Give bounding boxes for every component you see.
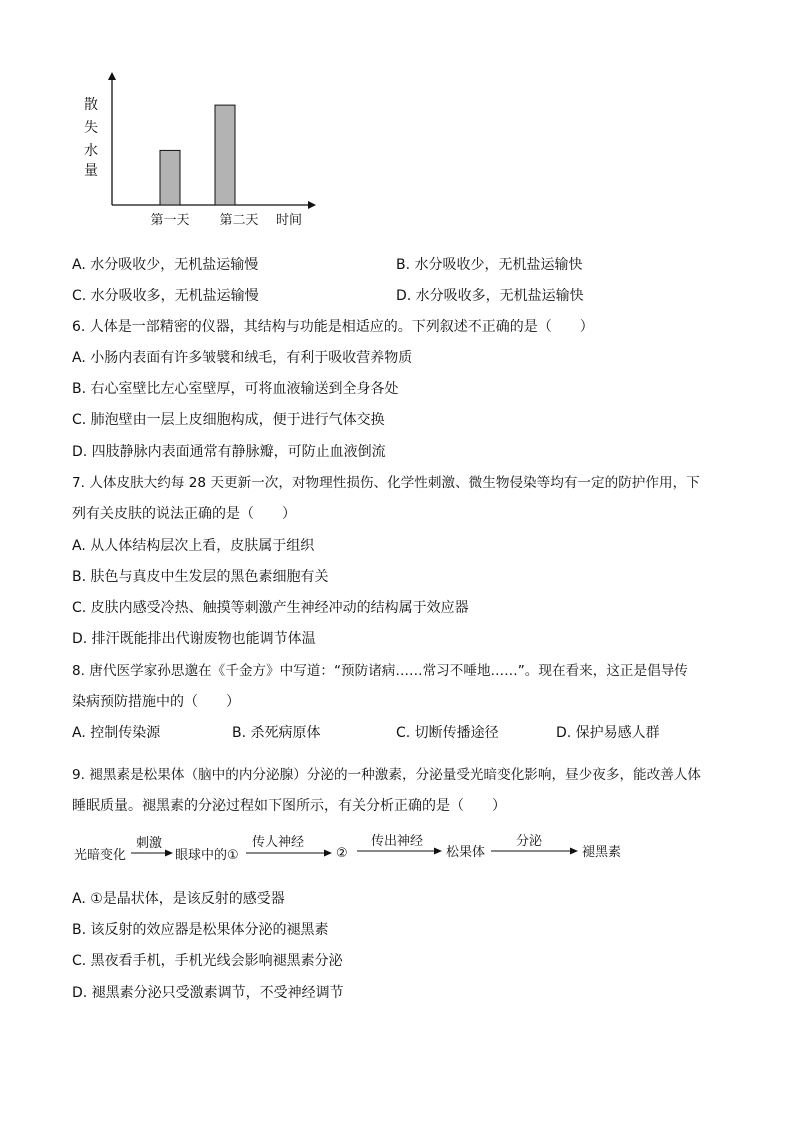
q7-stem-line2: 列有关皮肤的说法正确的是（ ） <box>72 506 296 522</box>
x-tick-label: 第一天 <box>150 213 190 228</box>
y-axis-label-char: 失 <box>84 120 98 136</box>
flow-arrow-1-label: 刺激 <box>136 836 163 851</box>
q5-option-a: A. 水分吸收少，无机盐运输慢 <box>72 257 259 273</box>
flow-node-pineal: 松果体 <box>446 845 486 860</box>
q9-stem-line1: 9. 褪黑素是松果体（脑中的内分泌腺）分泌的一种激素，分泌量受光暗变化影响，昼少夜多，能改善人体 <box>72 767 702 783</box>
q9-option-a: A. ①是晶状体，是该反射的感受器 <box>72 891 285 907</box>
y-axis-label-char: 散 <box>84 97 98 113</box>
q7-option-a: A. 从人体结构层次上看，皮肤属于组织 <box>72 538 315 554</box>
flow-node-melatonin: 褪黑素 <box>582 845 622 860</box>
q7-option-b: B. 肤色与真皮中生发层的黑色素细胞有关 <box>72 569 329 585</box>
y-axis-label-char: 量 <box>84 163 98 179</box>
q8-stem-line1: 8. 唐代医学家孙思邈在《千金方》中写道：“预防诸病……常习不唾地……”。现在看来，这正是倡导传 <box>72 663 688 679</box>
melatonin-flow-diagram <box>0 826 794 870</box>
x-tick-label: 第二天 <box>219 213 259 228</box>
q6-option-b: B. 右心室壁比左心室壁厚，可将血液输送到全身各处 <box>72 381 399 397</box>
bar-第二天 <box>215 105 235 205</box>
q7-stem-line1: 7. 人体皮肤大约每 28 天更新一次，对物理性损伤、化学性刺激、微生物侵染等均有一定的防护作用，下 <box>72 475 700 491</box>
q6-option-d: D. 四肢静脉内表面通常有静脉瓣，可防止血液倒流 <box>72 444 386 460</box>
flow-node-light-change: 光暗变化 <box>74 848 127 863</box>
y-axis-label-char: 水 <box>84 143 98 159</box>
flow-arrow-2-label: 传人神经 <box>252 835 305 850</box>
q5-option-c: C. 水分吸收多，无机盐运输慢 <box>72 288 259 304</box>
q9-option-d: D. 褪黑素分泌只受激素调节，不受神经调节 <box>72 985 344 1001</box>
q5-option-d: D. 水分吸收多，无机盐运输快 <box>396 288 584 304</box>
x-axis-label: 时间 <box>275 213 303 228</box>
q5-option-b: B. 水分吸收少，无机盐运输快 <box>396 257 583 273</box>
q9-stem-line2: 睡眠质量。褪黑素的分泌过程如下图所示，有关分析正确的是（ ） <box>72 798 506 814</box>
flow-arrow-4-label: 分泌 <box>516 834 543 849</box>
q8-option-b: B. 杀死病原体 <box>232 725 321 741</box>
q8-option-a: A. 控制传染源 <box>72 725 161 741</box>
q8-option-d: D. 保护易感人群 <box>556 725 660 741</box>
flow-node-eye: 眼球中的① <box>175 848 239 863</box>
q9-option-b: B. 该反射的效应器是松果体分泌的褪黑素 <box>72 922 329 938</box>
q9-option-c: C. 黑夜看手机，手机光线会影响褪黑素分泌 <box>72 953 343 969</box>
chart-svg <box>0 0 794 240</box>
bar-第一天 <box>160 150 180 205</box>
q8-option-c: C. 切断传播途径 <box>396 725 499 741</box>
q8-stem-line2: 染病预防措施中的（ ） <box>72 694 240 710</box>
q7-option-c: C. 皮肤内感受冷热、触摸等刺激产生神经冲动的结构属于效应器 <box>72 600 469 616</box>
q7-option-d: D. 排汗既能排出代谢废物也能调节体温 <box>72 631 316 647</box>
q6-option-a: A. 小肠内表面有许多皱襞和绒毛，有利于吸收营养物质 <box>72 350 413 366</box>
flow-arrow-3-label: 传出神经 <box>371 834 424 849</box>
q6-stem: 6. 人体是一部精密的仪器，其结构与功能是相适应的。下列叙述不正确的是（ ） <box>72 319 594 335</box>
q6-option-c: C. 肺泡壁由一层上皮细胞构成，便于进行气体交换 <box>72 412 385 428</box>
flow-node-2: ② <box>336 846 348 861</box>
